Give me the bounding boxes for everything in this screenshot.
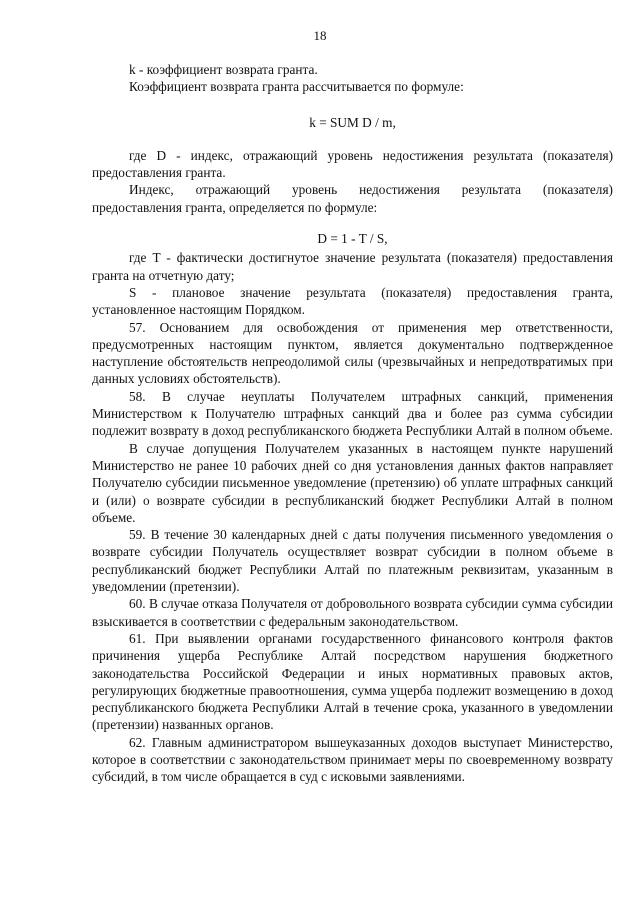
paragraph: 62. Главным администратором вышеуказанных доходов выступает Министерство, которое в соответствии с законодательством принимает меры по своевременному возврату субсидий, в том числе обращается в суд с исковыми заявлениями.: [92, 734, 613, 785]
paragraph: k - коэффициент возврата гранта.: [129, 62, 318, 77]
paragraph: Коэффициент возврата гранта рассчитывается по формуле:: [129, 79, 464, 95]
paragraph: Индекс, отражающий уровень недостижения результата (показателя) предоставления гранта, определяется по формуле:: [92, 182, 613, 215]
paragraph: 58. В случае неуплаты Получателем штрафных санкций, применения Министерством к Получателю штрафных санкций два и более раз сумма субсидии подлежит возврату в доход республиканского бюджета Республики Алтай в полном объеме.: [92, 388, 613, 439]
document-body: [92, 61, 613, 786]
page-number: 18: [313, 28, 327, 43]
paragraph: 59. В течение 30 календарных дней с даты получения письменного уведомления о возврате субсидии Получатель осуществляет возврат субсидии в полном объеме в республиканский бюджет Республики Алтай по платежным реквизитам, указанным в уведомлении (претензии).: [92, 527, 613, 595]
paragraph: В случае допущения Получателем указанных в настоящем пункте нарушений Министерство не ранее 10 рабочих дней со дня установления данных фактов направляет Получателю субсидии письменное уведомление (претензию) об уплате штрафных санкций и (или) о возврате субсидии в республиканский бюджет Республики Алтай в полном объеме.: [92, 440, 613, 525]
paragraph: 60. В случае отказа Получателя от добровольного возврата субсидии сумма субсидии взыскивается в соответствии с федеральным законодательством.: [92, 596, 613, 629]
paragraph: где T - фактически достигнутое значение результата (показателя) предоставления гранта на отчетную дату;: [92, 250, 613, 283]
formula-index: D = 1 - T / S,: [317, 231, 388, 247]
paragraph: где D - индекс, отражающий уровень недостижения результата (показателя) предоставления гранта.: [92, 147, 613, 181]
paragraph: 57. Основанием для освобождения от применения мер ответственности, предусмотренных настоящим пунктом, является документально подтвержденное наступление обстоятельств непреодолимой силы (чрезвычайных и непредотвратимых при данных условиях обстоятельств).: [92, 319, 613, 387]
paragraph: S - плановое значение результата (показателя) предоставления гранта, установленное настоящим Порядком.: [92, 284, 613, 318]
paragraph: 61. При выявлении органами государственного финансового контроля фактов причинения ущерба Республике Алтай посредством нарушения бюджетного законодательства Российской Федерации и иных нормативных правовых актов, регулирующих бюджетные правоотношения, сумма ущерба подлежит возмещению в доход республиканского бюджета Республики Алтай в течение срока, указанного в уведомлении (претензии) названных органов.: [92, 630, 613, 733]
formula-coefficient: k = SUM D / m,: [309, 114, 396, 130]
